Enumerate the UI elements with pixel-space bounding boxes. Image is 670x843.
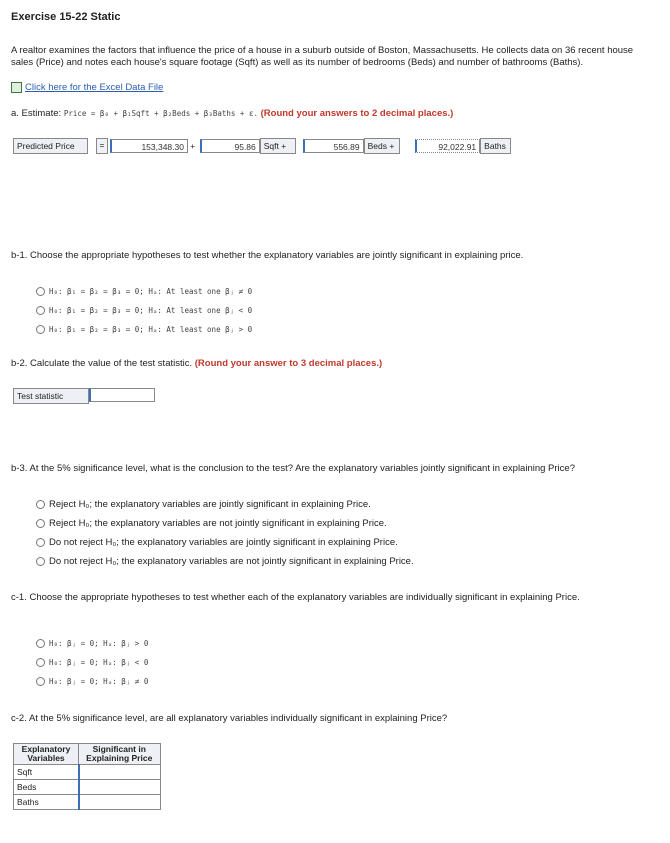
c1-options (36, 634, 148, 691)
baths-label: Baths (480, 138, 511, 154)
excel-data-link[interactable]: Click here for the Excel Data File (25, 82, 164, 93)
regression-formula: Price = β₀ + β₁Sqft + β₂Beds + β₃Baths + ε. (63, 109, 258, 118)
b1-option[interactable]: H₀: β₁ = β₂ = β₃ = 0; Hₐ: At least one βⱼ > 0 (36, 320, 252, 339)
radio-button[interactable] (36, 306, 45, 315)
sqft-label: Sqft + (260, 138, 297, 154)
b1-option[interactable]: H₀: β₁ = β₂ = β₃ = 0; Hₐ: At least one βⱼ < 0 (36, 301, 252, 320)
table-row (14, 795, 161, 810)
b1-option[interactable]: H₀: β₁ = β₂ = β₃ = 0; Hₐ: At least one βⱼ ≠ 0 (36, 282, 252, 301)
b2-header (11, 358, 656, 370)
baths-coef-input[interactable]: 92,022.91 (415, 139, 480, 153)
excel-file-icon (11, 82, 22, 93)
b2-instruction: (Round your answer to 3 decimal places.) (194, 358, 383, 369)
radio-button[interactable] (36, 500, 45, 509)
significant-header: Significant in Explaining Price (79, 744, 161, 765)
variable-name: Beds (14, 780, 79, 795)
intro-text: A realtor examines the factors that influence the price of a house in a suburb outside of Boston, Massachusetts. He collects data on 36 recent house sales (Price) and notes each house's square footage (Sqft) as well as its number of bedrooms (Beds) and number of bathrooms (Baths). (11, 45, 634, 68)
radio-button[interactable] (36, 287, 45, 296)
c1-option[interactable]: H₀: βⱼ = 0; Hₐ: βⱼ ≠ 0 (36, 672, 148, 691)
significance-table (13, 743, 161, 810)
radio-button[interactable] (36, 639, 45, 648)
b3-option[interactable]: Do not reject H₀; the explanatory variables are jointly significant in explaining Price. (36, 533, 414, 552)
b1-options (36, 282, 252, 339)
intercept-input[interactable]: 153,348.30 (110, 139, 188, 153)
plus-sign: + (190, 141, 196, 151)
test-statistic-label: Test statistic (13, 388, 89, 404)
test-statistic-row (13, 388, 155, 404)
radio-button[interactable] (36, 557, 45, 566)
c1-option[interactable]: H₀: βⱼ = 0; Hₐ: βⱼ > 0 (36, 634, 148, 653)
beds-label: Beds + (364, 138, 401, 154)
excel-link-row (11, 82, 656, 94)
radio-button[interactable] (36, 677, 45, 686)
predicted-price-row (13, 138, 511, 154)
equals-sign: = (96, 138, 108, 154)
radio-button[interactable] (36, 538, 45, 547)
part-a-instruction: (Round your answers to 2 decimal places.) (260, 108, 454, 119)
b3-option[interactable]: Do not reject H₀; the explanatory variables are not jointly significant in explaining Price. (36, 552, 414, 571)
b1-question: b-1. Choose the appropriate hypotheses to test whether the explanatory variables are jointly significant in explaining price. (11, 250, 524, 261)
c2-question: c-2. At the 5% significance level, are all explanatory variables individually significant in explaining Price? (11, 713, 448, 724)
part-a-header (11, 108, 656, 120)
b2-question: b-2. Calculate the value of the test statistic. (11, 358, 193, 369)
significance-select[interactable] (79, 780, 161, 795)
radio-button[interactable] (36, 325, 45, 334)
test-statistic-input[interactable] (89, 388, 155, 402)
predicted-price-label: Predicted Price (13, 138, 88, 154)
table-row (14, 780, 161, 795)
b3-question: b-3. At the 5% significance level, what is the conclusion to the test? Are the explanatory variables jointly significant in explaining Price? (11, 463, 575, 474)
sqft-coef-input[interactable]: 95.86 (200, 139, 260, 153)
radio-button[interactable] (36, 519, 45, 528)
variable-name: Baths (14, 795, 79, 810)
explanatory-variables-header: Explanatory Variables (14, 744, 79, 765)
beds-coef-input[interactable]: 556.89 (303, 139, 363, 153)
significance-select[interactable] (79, 765, 161, 780)
exercise-title: Exercise 15-22 Static (11, 11, 121, 23)
significance-select[interactable] (79, 795, 161, 810)
table-row (14, 765, 161, 780)
b3-option[interactable]: Reject H₀; the explanatory variables are not jointly significant in explaining Price. (36, 514, 414, 533)
radio-button[interactable] (36, 658, 45, 667)
c1-question: c-1. Choose the appropriate hypotheses to test whether each of the explanatory variables are individually significant in explaining Price. (11, 592, 580, 603)
variable-name: Sqft (14, 765, 79, 780)
c1-option[interactable]: H₀: βⱼ = 0; Hₐ: βⱼ < 0 (36, 653, 148, 672)
part-a-label: a. Estimate: (11, 108, 62, 119)
b3-options (36, 495, 414, 571)
b3-option[interactable]: Reject H₀; the explanatory variables are jointly significant in explaining Price. (36, 495, 414, 514)
